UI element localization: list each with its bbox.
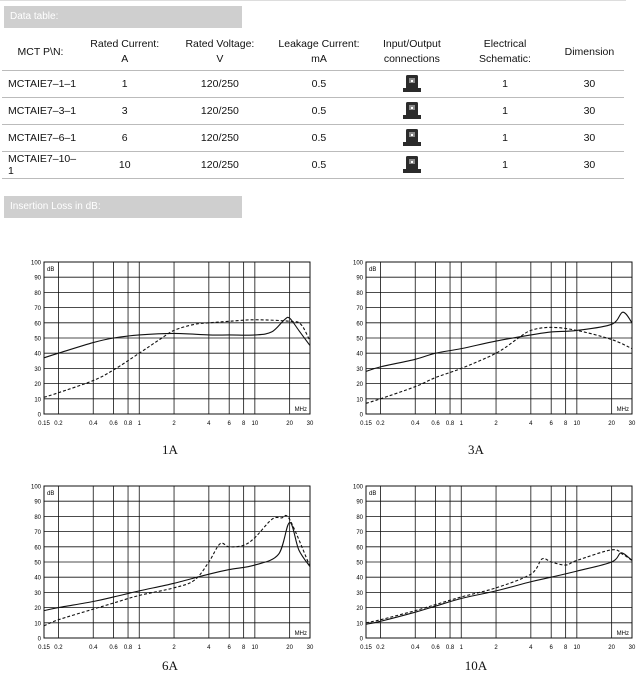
- x-tick-label: 10: [573, 645, 581, 651]
- chart-caption: 10A: [464, 658, 488, 673]
- cell-schematic: 1: [455, 98, 555, 125]
- header-io: Input/Output connections: [382, 38, 441, 65]
- x-tick-label: 0.2: [54, 645, 63, 651]
- cell-leakage: 0.5: [269, 125, 368, 152]
- y-tick-label: 60: [34, 321, 41, 328]
- x-tick-label: 0.4: [411, 645, 420, 651]
- y-tick-label: 0: [37, 412, 41, 419]
- x-tick-label: 0.15: [360, 421, 372, 427]
- data-table-section-label: Data table:: [4, 6, 242, 28]
- y-tick-label: 70: [356, 530, 363, 537]
- chart-caption: 3A: [468, 442, 484, 457]
- y-tick-label: 100: [30, 484, 41, 491]
- terminal-block-icon: [401, 74, 423, 94]
- cell-io: [369, 125, 456, 152]
- cell-pn: MCTAIE7–3–1: [2, 98, 79, 125]
- y-tick-label: 90: [356, 499, 363, 506]
- y-tick-label: 50: [356, 560, 363, 567]
- y-tick-label: 20: [356, 382, 363, 389]
- series-line-solid: [366, 312, 632, 371]
- x-tick-label: 8: [241, 645, 246, 651]
- header-leakage: Leakage Current: mA: [278, 38, 360, 65]
- cell-leakage: 0.5: [269, 98, 368, 125]
- x-tick-label: 6: [549, 645, 553, 651]
- x-tick-label: 0.8: [445, 421, 455, 427]
- y-tick-label: 10: [34, 397, 41, 404]
- y-tick-label: 20: [34, 606, 41, 613]
- x-tick-label: 0.4: [89, 421, 98, 427]
- header-voltage: Rated Voltage: V: [185, 38, 255, 65]
- y-tick-label: 0: [359, 636, 363, 643]
- y-tick-label: 10: [34, 621, 41, 628]
- cell-pn: MCTAIE7–1–1: [2, 71, 79, 98]
- terminal-block-icon: [401, 155, 423, 175]
- y-tick-label: 70: [34, 530, 41, 537]
- cell-leakage: 0.5: [269, 71, 368, 98]
- chart-svg: [352, 482, 640, 660]
- x-tick-label: 1: [459, 645, 463, 651]
- x-tick-label: 20: [608, 421, 615, 427]
- insertion-loss-chart-3a: [352, 258, 640, 441]
- cell-dimension: 30: [555, 71, 624, 98]
- y-tick-label: 100: [352, 260, 363, 267]
- cell-dimension: 30: [555, 98, 624, 125]
- chart-svg: [30, 258, 318, 436]
- y-tick-label: 60: [34, 545, 41, 552]
- cell-io: [369, 98, 456, 125]
- chart-caption: 1A: [162, 442, 178, 457]
- cell-voltage: 120/250: [170, 152, 269, 179]
- x-tick-label: 4: [207, 645, 211, 651]
- x-tick-label: 6: [549, 421, 553, 427]
- x-tick-label: 30: [306, 645, 314, 651]
- cell-schematic: 1: [455, 152, 555, 179]
- y-tick-label: 30: [34, 366, 41, 373]
- y-tick-label: 50: [356, 336, 363, 343]
- table-row: [2, 152, 624, 179]
- data-table: [2, 34, 624, 179]
- x-tick-label: 20: [608, 645, 615, 651]
- x-tick-label: 4: [529, 421, 533, 427]
- y-tick-label: 10: [356, 621, 363, 628]
- x-tick-label: 0.6: [109, 645, 118, 651]
- y-tick-label: 20: [356, 606, 363, 613]
- x-unit-label: MHz: [294, 631, 307, 637]
- x-tick-label: 20: [286, 645, 293, 651]
- x-tick-label: 8: [563, 645, 568, 651]
- y-unit-label: dB: [369, 267, 377, 273]
- x-tick-label: 10: [573, 421, 581, 427]
- x-tick-label: 10: [251, 645, 259, 651]
- y-tick-label: 80: [356, 290, 363, 297]
- series-line-solid: [44, 317, 310, 357]
- table-header-row: [2, 34, 624, 71]
- x-tick-label: 0.4: [411, 421, 420, 427]
- y-tick-label: 40: [356, 575, 363, 582]
- x-unit-label: MHz: [616, 407, 629, 413]
- cell-schematic: 1: [455, 125, 555, 152]
- y-tick-label: 40: [34, 575, 41, 582]
- y-tick-label: 50: [34, 336, 41, 343]
- x-tick-label: 2: [494, 645, 498, 651]
- x-tick-label: 0.6: [109, 421, 118, 427]
- y-tick-label: 90: [356, 275, 363, 282]
- x-tick-label: 2: [172, 645, 176, 651]
- x-tick-label: 20: [286, 421, 293, 427]
- terminal-block-icon: [401, 101, 423, 121]
- series-line-dashed: [44, 320, 310, 398]
- x-tick-label: 0.2: [376, 645, 385, 651]
- y-tick-label: 0: [37, 636, 41, 643]
- cell-io: [369, 152, 456, 179]
- x-tick-label: 8: [563, 421, 568, 427]
- x-tick-label: 2: [172, 421, 176, 427]
- x-tick-label: 6: [227, 421, 231, 427]
- x-tick-label: 4: [207, 421, 211, 427]
- cell-current: 10: [79, 152, 170, 179]
- y-tick-label: 20: [34, 382, 41, 389]
- x-tick-label: 1: [459, 421, 463, 427]
- insertion-loss-chart-10a: [352, 482, 640, 665]
- y-unit-label: dB: [47, 267, 55, 273]
- x-unit-label: MHz: [616, 631, 629, 637]
- header-dimension: Dimension: [564, 45, 615, 58]
- x-tick-label: 4: [529, 645, 533, 651]
- series-line-dashed: [366, 327, 632, 403]
- cell-dimension: 30: [555, 125, 624, 152]
- chart-caption: 6A: [162, 658, 178, 673]
- y-tick-label: 60: [356, 321, 363, 328]
- y-tick-label: 80: [356, 514, 363, 521]
- insertion-loss-section-label: Insertion Loss in dB:: [4, 196, 242, 218]
- series-line-solid: [44, 522, 310, 610]
- x-tick-label: 30: [306, 421, 314, 427]
- insertion-loss-chart-6a: [30, 482, 318, 665]
- cell-io: [369, 71, 456, 98]
- x-unit-label: MHz: [294, 407, 307, 413]
- insertion-loss-chart-1a: [30, 258, 318, 441]
- cell-leakage: 0.5: [269, 152, 368, 179]
- cell-voltage: 120/250: [170, 125, 269, 152]
- header-schematic: Electrical Schematic:: [479, 38, 531, 65]
- y-tick-label: 70: [34, 306, 41, 313]
- cell-current: 3: [79, 98, 170, 125]
- y-tick-label: 60: [356, 545, 363, 552]
- x-tick-label: 0.15: [360, 645, 372, 651]
- x-tick-label: 0.2: [54, 421, 63, 427]
- chart-svg: [352, 258, 640, 436]
- x-tick-label: 8: [241, 421, 246, 427]
- y-tick-label: 50: [34, 560, 41, 567]
- x-tick-label: 30: [628, 645, 636, 651]
- header-current: Rated Current: A: [90, 38, 160, 65]
- table-row: [2, 71, 624, 98]
- x-tick-label: 0.8: [445, 645, 455, 651]
- y-tick-label: 80: [34, 514, 41, 521]
- x-tick-label: 1: [137, 421, 141, 427]
- y-tick-label: 30: [356, 590, 363, 597]
- x-tick-label: 1: [137, 645, 141, 651]
- cell-pn: MCTAIE7–6–1: [2, 125, 79, 152]
- chart-svg: [30, 482, 318, 660]
- x-tick-label: 0.6: [431, 645, 440, 651]
- y-tick-label: 70: [356, 306, 363, 313]
- top-rule: [0, 0, 626, 1]
- y-tick-label: 0: [359, 412, 363, 419]
- y-tick-label: 100: [30, 260, 41, 267]
- x-tick-label: 2: [494, 421, 498, 427]
- x-tick-label: 0.15: [38, 421, 50, 427]
- cell-current: 1: [79, 71, 170, 98]
- cell-dimension: 30: [555, 152, 624, 179]
- y-tick-label: 90: [34, 499, 41, 506]
- y-tick-label: 100: [352, 484, 363, 491]
- y-tick-label: 40: [356, 351, 363, 358]
- x-tick-label: 10: [251, 421, 259, 427]
- x-tick-label: 0.8: [123, 421, 133, 427]
- x-tick-label: 0.2: [376, 421, 385, 427]
- cell-current: 6: [79, 125, 170, 152]
- y-unit-label: dB: [47, 491, 55, 497]
- y-tick-label: 90: [34, 275, 41, 282]
- table-row: [2, 98, 624, 125]
- y-tick-label: 10: [356, 397, 363, 404]
- x-tick-label: 6: [227, 645, 231, 651]
- terminal-block-icon: [401, 128, 423, 148]
- cell-pn: MCTAIE7–10–1: [2, 152, 79, 179]
- y-tick-label: 40: [34, 351, 41, 358]
- y-tick-label: 30: [34, 590, 41, 597]
- x-tick-label: 0.4: [89, 645, 98, 651]
- table-row: [2, 125, 624, 152]
- x-tick-label: 0.8: [123, 645, 133, 651]
- y-tick-label: 30: [356, 366, 363, 373]
- cell-schematic: 1: [455, 71, 555, 98]
- y-unit-label: dB: [369, 491, 377, 497]
- series-line-dashed: [366, 550, 632, 623]
- cell-voltage: 120/250: [170, 98, 269, 125]
- y-tick-label: 80: [34, 290, 41, 297]
- header-pn: MCT P\N:: [17, 45, 64, 58]
- cell-voltage: 120/250: [170, 71, 269, 98]
- x-tick-label: 0.15: [38, 645, 50, 651]
- x-tick-label: 0.6: [431, 421, 440, 427]
- x-tick-label: 30: [628, 421, 636, 427]
